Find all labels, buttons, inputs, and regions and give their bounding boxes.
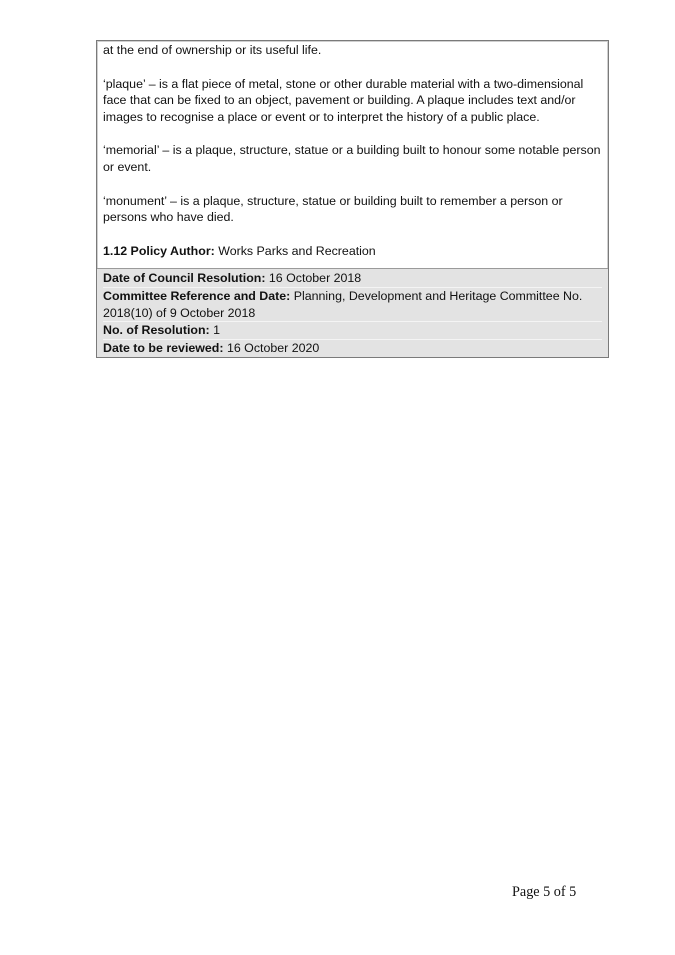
- definition-memorial: ‘memorial’ – is a plaque, structure, statue or a building built to honour some notable person or event.: [103, 143, 601, 174]
- definition-plaque: ‘plaque’ – is a flat piece of metal, stone or other durable material with a two-dimensional face that can be fixed to an object, pavement or building. A plaque includes text and/or images to recognise a place or event or to interpret the history of a public place.: [103, 76, 584, 124]
- review-date-value: 16 October 2020: [223, 340, 320, 355]
- continuation-text: at the end of ownership or its useful life.: [103, 43, 322, 57]
- resolution-section: [97, 268, 608, 357]
- policy-author-value: Works Parks and Recreation: [214, 243, 376, 258]
- resolution-number-label: No. of Resolution:: [103, 323, 210, 338]
- resolution-number: [103, 321, 602, 339]
- definition-monument: ‘monument’ – is a plaque, structure, statue or building built to remember a person or persons who have died.: [103, 193, 563, 225]
- committee-reference-label: Committee Reference and Date:: [103, 288, 291, 303]
- committee-reference-value: Planning, Development and Heritage Committee No. 2018(10) of 9 October 2018: [103, 288, 583, 320]
- council-resolution-date-value: 16 October 2018: [265, 271, 362, 286]
- committee-reference: [103, 287, 602, 321]
- council-resolution-date-label: Date of Council Resolution:: [103, 271, 266, 286]
- resolution-number-value: 1: [209, 323, 221, 338]
- council-resolution-date: [103, 270, 602, 287]
- policy-table: [96, 40, 609, 358]
- page-number: Page 5 of 5: [512, 884, 577, 900]
- policy-author-label: 1.12 Policy Author:: [103, 243, 215, 258]
- review-date-label: Date to be reviewed:: [103, 340, 224, 355]
- definitions-section: [97, 41, 608, 268]
- policy-author: [103, 243, 602, 260]
- review-date: [103, 339, 602, 357]
